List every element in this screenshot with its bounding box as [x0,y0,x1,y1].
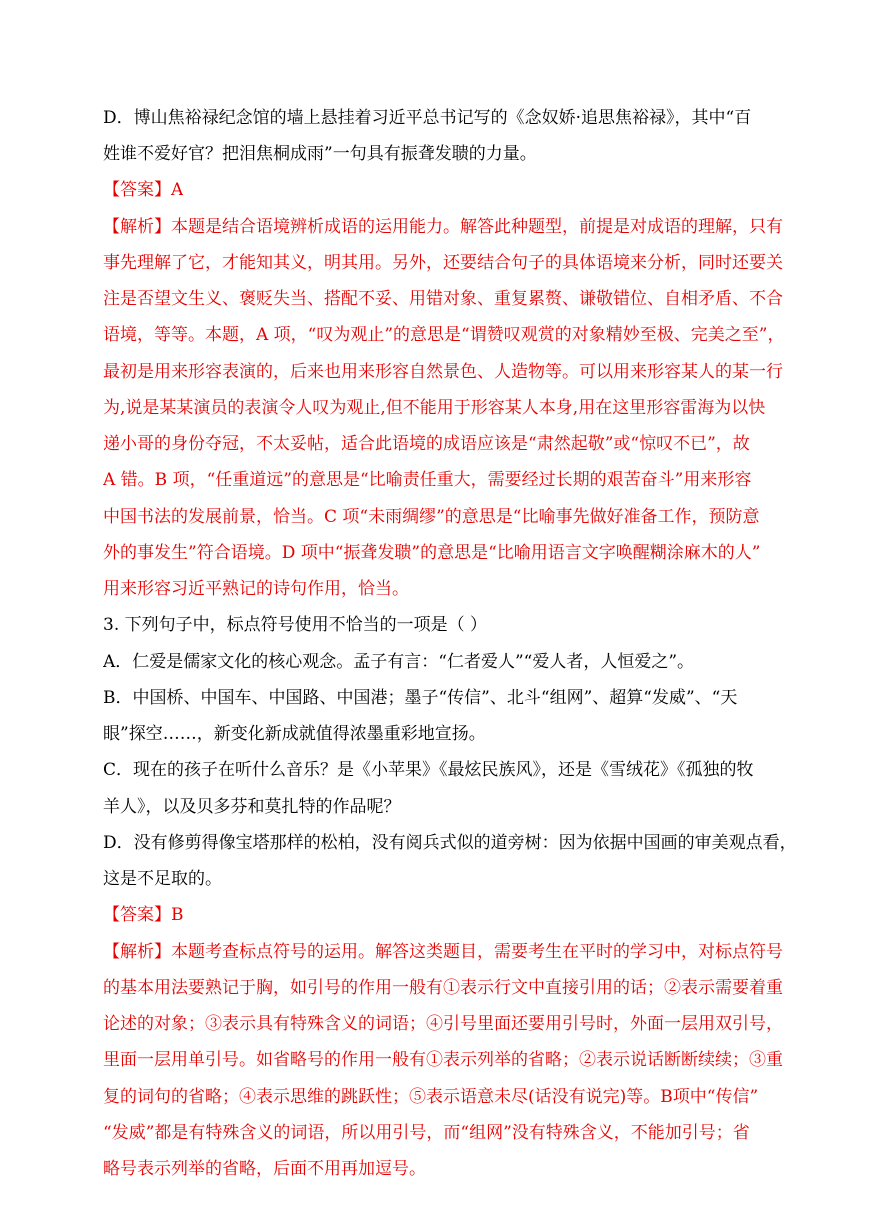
q2-analysis-line: 用来形容习近平熟记的诗句作用，恰当。 [103,579,409,599]
q2-analysis-line: 外的事发生”符合语境。D 项中“振聋发聩”的意思是“比喻用语言文字唤醒糊涂麻木的人” [103,543,761,563]
q3-analysis-line: 【解析】本题考查标点符号的运用。解答这类题目，需要考生在平时的学习中，对标点符号 [103,942,783,962]
q3-stem: 3. 下列句子中，标点符号使用不恰当的一项是（ ） [103,615,488,635]
q3-analysis-line: 略号表示列举的省略，后面不用再加逗号。 [103,1159,426,1179]
q3-analysis-line: 的基本用法要熟记于胸，如引号的作用一般有①表示行文中直接引用的话；②表示需要着重 [103,978,783,998]
q3-option-b-line: 眼”探空……，新变化新成就值得浓墨重彩地宣扬。 [103,724,486,744]
q2-analysis-line: 注是否望文生义、褒贬失当、搭配不妥、用错对象、重复累赘、谦敬错位、自相矛盾、不合 [103,289,783,309]
q3-option-c-line: 羊人》，以及贝多芬和莫扎特的作品呢？ [103,797,401,817]
q2-option-d-line-2 [103,144,537,164]
q2-analysis-line: 中国书法的发展前景，恰当。C 项“未雨绸缪”的意思是“比喻事先做好准备工作，预防意 [103,507,760,527]
q3-option-d-line: 这是不足取的。 [103,869,222,889]
q2-option-d-emphasized-phrase: 振聋发聩 [400,144,469,164]
q2-analysis-line: 递小哥的身份夺冠，不太妥帖，适合此语境的成语应该是“肃然起敬”或“惊叹不已”，故 [103,434,750,454]
q3-answer: 【答案】B [103,905,184,925]
q2-option-d-text-pre: 姓谁不爱好官？把泪焦桐成雨”一句具有 [103,144,401,164]
q3-option-a: A．仁爱是儒家文化的核心观念。孟子有言：“仁者爱人”“爱人者，人恒爱之”。 [103,652,695,672]
q2-analysis-line: 【解析】本题是结合语境辨析成语的运用能力。解答此种题型，前提是对成语的理解，只有 [103,217,783,237]
q2-analysis-line: 语境，等等。本题，A 项，“叹为观止”的意思是“谓赞叹观赏的对象精妙至极、完美之至”， [103,325,785,345]
q2-option-d-text-post: 的力量。 [468,144,537,164]
q2-analysis-line: 最初是用来形容表演的，后来也用来形容自然景色、人造物等。可以用来形容某人的某一行 [103,362,783,382]
q3-analysis-line: “发威”都是有特殊含义的词语，所以用引号，而“组网”没有特殊含义，不能加引号；省 [103,1123,750,1143]
q2-analysis-line: 事先理解了它，才能知其义，明其用。另外，还要结合句子的具体语境来分析，同时还要关 [103,253,783,273]
q2-analysis-line: A 错。B 项，“任重道远”的意思是“比喻责任重大，需要经过长期的艰苦奋斗”用来形容 [103,470,752,490]
q3-analysis-line: 里面一层用单引号。如省略号的作用一般有①表示列举的省略；②表示说话断断续续；③重 [103,1050,783,1070]
q3-analysis-line: 复的词句的省略；④表示思维的跳跃性；⑤表示语意未尽(话没有说完)等。B项中“传信” [103,1087,759,1107]
q2-option-d-line-1: D．博山焦裕禄纪念馆的墙上悬挂着习近平总书记写的《念奴娇·追思焦裕禄》，其中“百 [103,108,752,128]
q3-option-b-line: B．中国桥、中国车、中国路、中国港；墨子“传信”、北斗“组网”、超算“发威”、“天 [103,688,738,708]
q2-analysis-line: 为,说是某某演员的表演令人叹为观止,但不能用于形容某人本身,用在这里形容雷海为以快 [103,398,766,418]
q3-option-c-line: C．现在的孩子在听什么音乐？是《小苹果》《最炫民族风》，还是《雪绒花》《孤独的牧 [103,760,754,780]
q3-option-d-line: D．没有修剪得像宝塔那样的松柏，没有阅兵式似的道旁树：因为依据中国画的审美观点看， [103,833,797,853]
q2-answer: 【答案】A [103,180,184,200]
q3-analysis-line: 论述的对象；③表示具有特殊含义的词语；④引号里面还要用引号时，外面一层用双引号， [103,1014,783,1034]
